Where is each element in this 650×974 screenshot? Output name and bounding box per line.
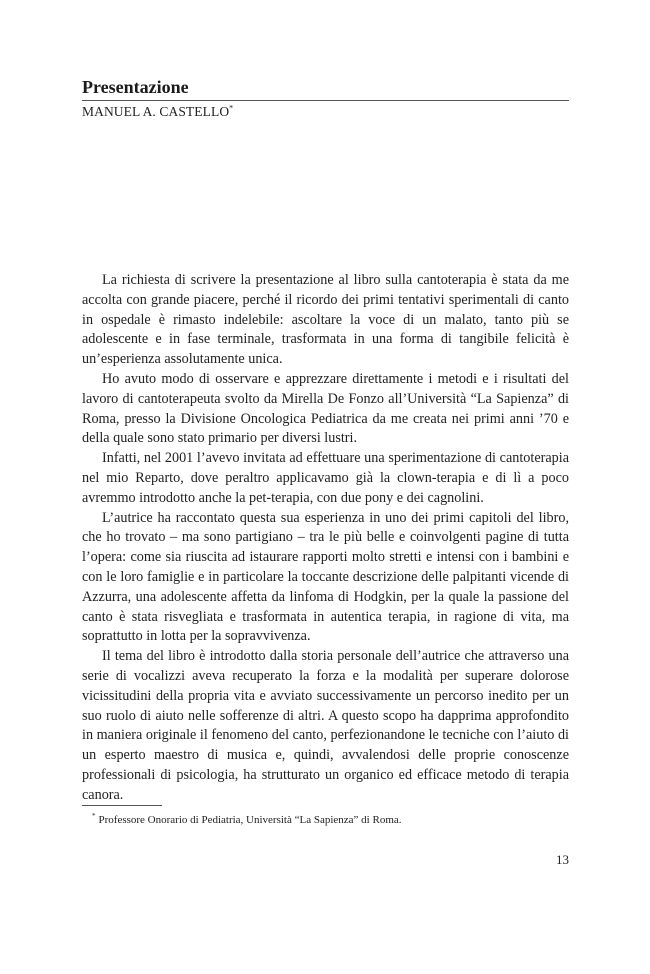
paragraph: Infatti, nel 2001 l’avevo invitata ad effettuare una sperimentazione di cantoterapia nel mio Reparto, dove peraltro applicavamo già la clown-terapia e di lì a poco avremmo introdotto anche la pet-terapia, con due pony e dei cagnolini. (82, 450, 569, 506)
author-name: MANUEL A. CASTELLO (82, 104, 230, 119)
author-line (82, 104, 233, 120)
body-text (82, 271, 569, 806)
paragraph: L’autrice ha raccontato questa sua esperienza in uno dei primi capitoli del libro, che ho trovato – ma sono partigiano – tra le più belle e coinvolgenti pagine di tutta l’opera: come sia riuscita ad istaurare rapporti molto stretti e intensi con i bambini e con le loro famiglie e in particolare la toccante descrizione delle palpitanti vicende di Azzurra, una adolescente affetta da linfoma di Hodgkin, per la quale la passione del canto è stata risvegliata e trasformata in autentica terapia, in ragione di vita, ma soprattutto in lotta per la sopravvivenza. (82, 509, 569, 645)
paragraph: Ho avuto modo di osservare e apprezzare direttamente i metodi e i risultati del lavoro di cantoterapeuta svolto da Mirella De Fonzo all’Università “La Sapienza” di Roma, presso la Divisione Oncologica Pediatrica da me creata nei primi anni ’70 e della quale sono stato primario per diversi lustri. (82, 370, 569, 447)
paragraph: La richiesta di scrivere la presentazione al libro sulla cantoterapia è stata da me accolta con grande piacere, perché il ricordo dei primi tentativi sperimentali di canto in ospedale è rimasto indelebile: ascoltare la voce di un malato, tanto più se adolescente e in fase terminale, trasformata in una forma di tangibile felicità è un’esperienza assolutamente unica. (82, 272, 569, 368)
footnote (92, 813, 402, 827)
footnote-marker: * (92, 812, 96, 821)
footnote-separator (82, 805, 162, 806)
paragraph: Il tema del libro è introdotto dalla storia personale dell’autrice che attraverso una serie di vocalizzi aveva recuperato la forza e la modalità per superare dolorose vicissitudini della propria vita e avviato successivamente un percorso inedito per un suo ruolo di aiuto nelle sofferenze di altri. A questo scopo ha dapprima approfondito in maniera originale il fenomeno del canto, perfezionandone le tecniche con l’aiuto di un esperto maestro di musica e, quindi, avvalendosi delle proprie conoscenze professionali di psicologia, ha strutturato un organico ed efficace metodo di terapia canora. (82, 648, 569, 803)
footnote-text: Professore Onorario di Pediatria, Università “La Sapienza” di Roma. (98, 814, 402, 826)
title-underline (82, 100, 569, 101)
chapter-title: Presentazione (82, 77, 189, 97)
author-footnote-marker: * (229, 103, 234, 113)
page-number: 13 (556, 852, 569, 867)
